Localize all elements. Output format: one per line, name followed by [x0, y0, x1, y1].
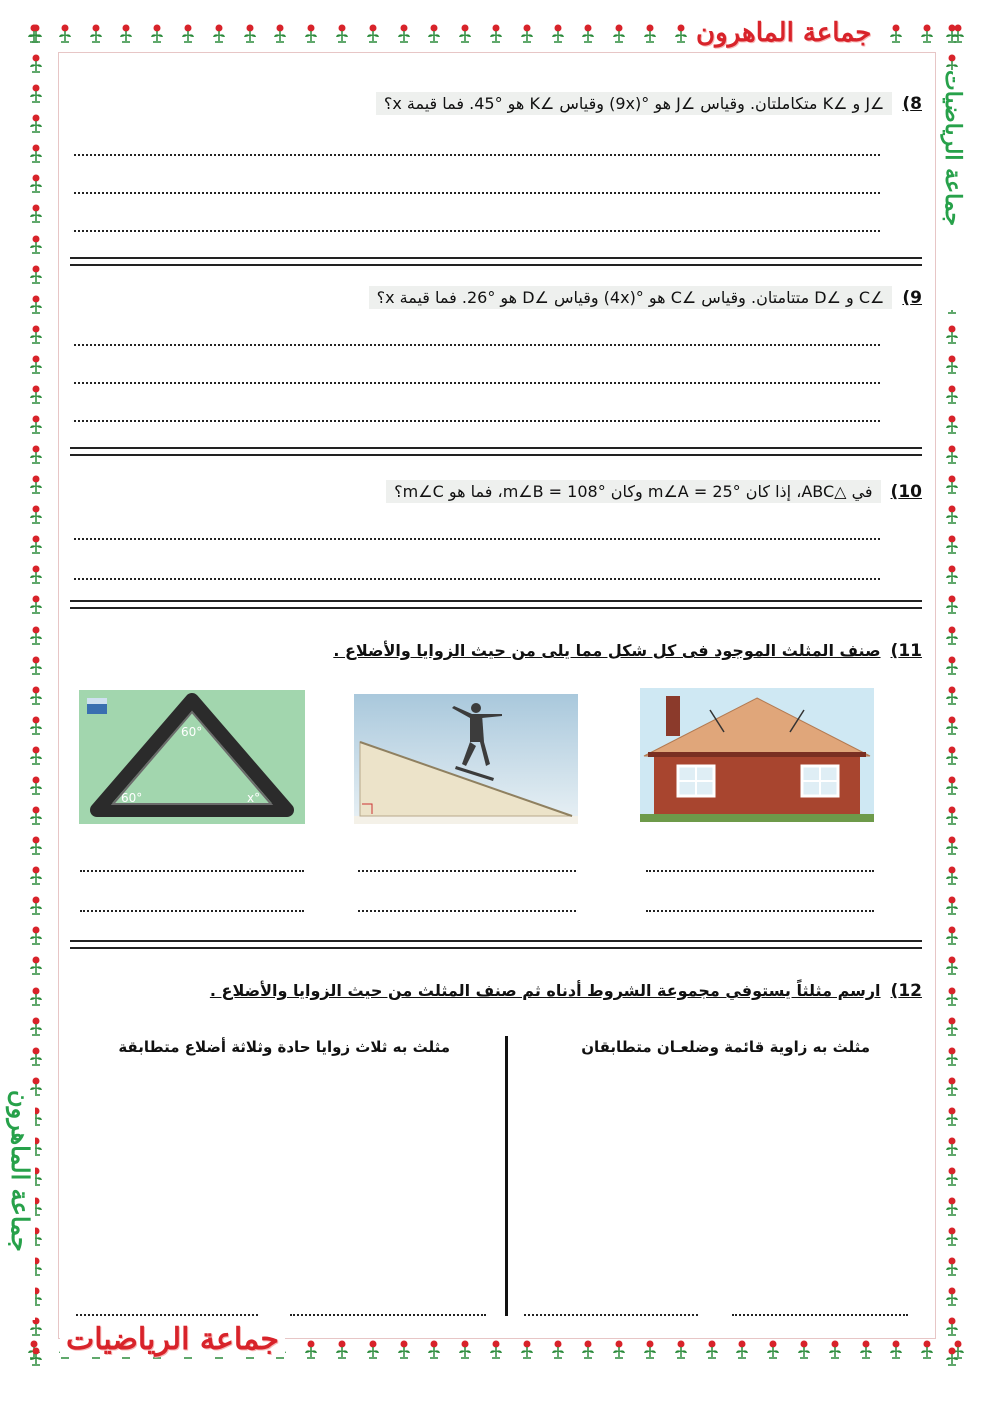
- border-ornament-icon: [794, 1340, 814, 1360]
- question-text: ∠C و ∠D متتامتان. وقياس ∠C هو °(4x) وقياس ∠D هو °26. فما قيمة x؟: [369, 286, 893, 309]
- border-ornament-icon: [640, 24, 660, 44]
- section-divider: [70, 257, 922, 266]
- border-ornament-icon: [486, 24, 506, 44]
- border-ornament-icon: [26, 686, 46, 706]
- right-banner-logo: جماعة الرياضيات: [940, 70, 966, 310]
- border-ornament-icon: [942, 716, 962, 736]
- answer-line: [290, 1302, 486, 1316]
- section-divider: [70, 940, 922, 949]
- border-ornament-icon: [732, 1340, 752, 1360]
- skateboard-ramp-picture: [354, 694, 578, 824]
- triangle-rack-drawing: [79, 690, 305, 824]
- house-drawing: [640, 688, 874, 822]
- border-ornament-icon: [942, 1047, 962, 1067]
- border-ornament-icon: [942, 686, 962, 706]
- border-ornament-icon: [942, 987, 962, 1007]
- border-ornament-icon: [26, 265, 46, 285]
- question-9: [369, 288, 922, 308]
- border-ornament-icon: [942, 1017, 962, 1037]
- border-ornament-icon: [116, 24, 136, 44]
- answer-line: [646, 898, 874, 912]
- border-ornament-icon: [942, 1317, 962, 1337]
- border-ornament-icon: [942, 415, 962, 435]
- question-number: 10): [890, 482, 922, 502]
- border-ornament-icon: [942, 1077, 962, 1097]
- border-ornament-icon: [856, 1340, 876, 1360]
- border-ornament-icon: [455, 24, 475, 44]
- border-ornament-icon: [26, 595, 46, 615]
- question-text: ارسم مثلثاً يستوفي مجموعة الشروط أدناه ثم صنف المثلث من حيث الزوايا والأضلاع .: [209, 981, 881, 1000]
- skateboard-ramp-drawing: [354, 694, 578, 824]
- triangle-rack-picture: [79, 690, 305, 824]
- question-number: 11): [890, 641, 922, 661]
- border-ornament-icon: [942, 1137, 962, 1157]
- border-ornament-icon: [26, 1317, 46, 1337]
- border-ornament-icon: [942, 656, 962, 676]
- border-ornament-icon: [942, 1227, 962, 1247]
- answer-line: [74, 368, 880, 384]
- angle-label-right: x°: [247, 791, 261, 805]
- answer-line: [358, 898, 576, 912]
- border-ornament-icon: [942, 1257, 962, 1277]
- border-ornament-icon: [26, 54, 46, 74]
- border-ornament-icon: [942, 926, 962, 946]
- answer-line: [76, 1302, 258, 1316]
- answer-line: [74, 406, 880, 422]
- border-ornament-icon: [26, 204, 46, 224]
- border-ornament-icon: [942, 445, 962, 465]
- border-ornament-icon: [26, 235, 46, 255]
- angle-label-left: 60°: [121, 791, 143, 805]
- border-ornament-icon: [26, 1017, 46, 1037]
- border-ornament-icon: [825, 1340, 845, 1360]
- answer-line: [80, 898, 304, 912]
- border-ornament-icon: [26, 776, 46, 796]
- border-ornament-icon: [671, 1340, 691, 1360]
- border-ornament-icon: [26, 626, 46, 646]
- border-ornament-icon: [332, 24, 352, 44]
- border-ornament-icon: [942, 595, 962, 615]
- border-ornament-icon: [942, 385, 962, 405]
- q12-right-column-heading: مثلث به زاوية قائمة وضلعـان متطابقان: [581, 1038, 870, 1056]
- border-ornament-icon: [26, 114, 46, 134]
- border-ornament-icon: [886, 1340, 906, 1360]
- border-ornament-icon: [942, 626, 962, 646]
- section-divider: [70, 600, 922, 609]
- border-ornament-icon: [26, 385, 46, 405]
- border-ornament-icon: [917, 24, 937, 44]
- border-ornament-icon: [26, 415, 46, 435]
- border-ornament-icon: [455, 1340, 475, 1360]
- border-ornament-icon: [424, 1340, 444, 1360]
- border-ornament-icon: [26, 866, 46, 886]
- answer-line: [74, 216, 880, 232]
- border-ornament-icon: [609, 24, 629, 44]
- top-banner-logo: جماعة الماهرون: [690, 18, 877, 48]
- border-ornament-icon: [942, 24, 962, 44]
- border-ornament-icon: [55, 24, 75, 44]
- border-ornament-icon: [548, 1340, 568, 1360]
- house-picture: [640, 688, 874, 822]
- answer-line: [80, 858, 304, 872]
- border-ornament-icon: [240, 24, 260, 44]
- border-ornament-icon: [548, 24, 568, 44]
- border-ornament-icon: [609, 1340, 629, 1360]
- question-text: ∠J و ∠K متكاملتان. وقياس ∠J هو °(9x) وقياس ∠K هو °45. فما قيمة x؟: [376, 92, 893, 115]
- border-ornament-icon: [270, 24, 290, 44]
- border-ornament-icon: [942, 836, 962, 856]
- border-ornament-icon: [301, 24, 321, 44]
- border-ornament-icon: [147, 24, 167, 44]
- border-ornament-icon: [942, 746, 962, 766]
- border-ornament-icon: [702, 1340, 722, 1360]
- border-ornament-icon: [209, 24, 229, 44]
- border-ornament-icon: [26, 956, 46, 976]
- border-ornament-icon: [942, 896, 962, 916]
- question-text: صنف المثلث الموجود فى كل شكل مما يلى من حيث الزوايا والأضلاع .: [333, 641, 881, 660]
- border-ornament-icon: [942, 1287, 962, 1307]
- q12-left-column-heading: مثلث به ثلاث زوايا حادة وثلاثة أضلاع متطابقة: [118, 1038, 450, 1056]
- answer-line: [74, 178, 880, 194]
- border-ornament-icon: [942, 1167, 962, 1187]
- bottom-banner-logo: جماعة الرياضيات: [60, 1322, 285, 1357]
- border-ornament-icon: [486, 1340, 506, 1360]
- border-ornament-icon: [942, 1197, 962, 1217]
- border-ornament-icon: [942, 565, 962, 585]
- question-8: [376, 94, 922, 114]
- border-ornament-icon: [517, 1340, 537, 1360]
- border-ornament-icon: [26, 355, 46, 375]
- answer-line: [74, 564, 880, 580]
- border-ornament-icon: [640, 1340, 660, 1360]
- border-ornament-icon: [942, 806, 962, 826]
- border-ornament-icon: [26, 565, 46, 585]
- border-ornament-icon: [26, 716, 46, 736]
- answer-line: [74, 330, 880, 346]
- border-ornament-icon: [578, 1340, 598, 1360]
- border-ornament-icon: [26, 926, 46, 946]
- border-ornament-icon: [26, 836, 46, 856]
- answer-line: [732, 1302, 908, 1316]
- question-12: [210, 981, 922, 1001]
- border-ornament-icon: [178, 24, 198, 44]
- answer-line: [646, 858, 874, 872]
- left-banner-logo: جماعة الماهرون: [6, 1090, 35, 1320]
- border-ornament-icon: [26, 174, 46, 194]
- border-ornament-icon: [26, 806, 46, 826]
- answer-line: [358, 858, 576, 872]
- border-ornament-icon: [942, 475, 962, 495]
- border-ornament-icon: [942, 1347, 962, 1367]
- border-ornament-icon: [26, 746, 46, 766]
- border-ornament-icon: [26, 84, 46, 104]
- border-ornament-icon: [26, 295, 46, 315]
- border-ornament-icon: [26, 535, 46, 555]
- border-ornament-icon: [26, 656, 46, 676]
- question-number: 8): [902, 94, 922, 114]
- border-ornament-icon: [424, 24, 444, 44]
- border-ornament-icon: [942, 355, 962, 375]
- border-ornament-icon: [26, 1047, 46, 1067]
- angle-label-top: 60°: [181, 725, 203, 739]
- border-ornament-icon: [394, 24, 414, 44]
- border-ornament-icon: [26, 1347, 46, 1367]
- column-divider: [505, 1036, 508, 1316]
- section-divider: [70, 447, 922, 456]
- question-number: 9): [902, 288, 922, 308]
- answer-line: [524, 1302, 698, 1316]
- border-ornament-icon: [763, 1340, 783, 1360]
- border-ornament-icon: [26, 325, 46, 345]
- question-text: في △ABC، إذا كان m∠A = 25° وكان m∠B = 108°، فما هو m∠C؟: [386, 480, 880, 503]
- border-ornament-icon: [942, 866, 962, 886]
- border-ornament-icon: [942, 1107, 962, 1127]
- border-ornament-icon: [517, 24, 537, 44]
- border-ornament-icon: [332, 1340, 352, 1360]
- question-11: [333, 641, 922, 661]
- question-10: [386, 482, 922, 502]
- border-ornament-icon: [26, 987, 46, 1007]
- border-ornament-icon: [942, 325, 962, 345]
- border-ornament-icon: [942, 776, 962, 796]
- border-ornament-icon: [942, 535, 962, 555]
- border-ornament-icon: [363, 24, 383, 44]
- border-ornament-icon: [394, 1340, 414, 1360]
- border-ornament-icon: [917, 1340, 937, 1360]
- border-ornament-icon: [363, 1340, 383, 1360]
- border-ornament-icon: [301, 1340, 321, 1360]
- border-ornament-icon: [26, 144, 46, 164]
- border-ornament-icon: [942, 956, 962, 976]
- answer-line: [74, 140, 880, 156]
- border-ornament-icon: [578, 24, 598, 44]
- question-number: 12): [890, 981, 922, 1001]
- answer-line: [74, 524, 880, 540]
- border-ornament-icon: [886, 24, 906, 44]
- border-ornament-icon: [86, 24, 106, 44]
- border-ornament-icon: [942, 505, 962, 525]
- border-ornament-icon: [26, 475, 46, 495]
- border-ornament-icon: [26, 445, 46, 465]
- border-ornament-icon: [26, 505, 46, 525]
- border-ornament-icon: [671, 24, 691, 44]
- border-ornament-icon: [26, 896, 46, 916]
- border-ornament-icon: [26, 24, 46, 44]
